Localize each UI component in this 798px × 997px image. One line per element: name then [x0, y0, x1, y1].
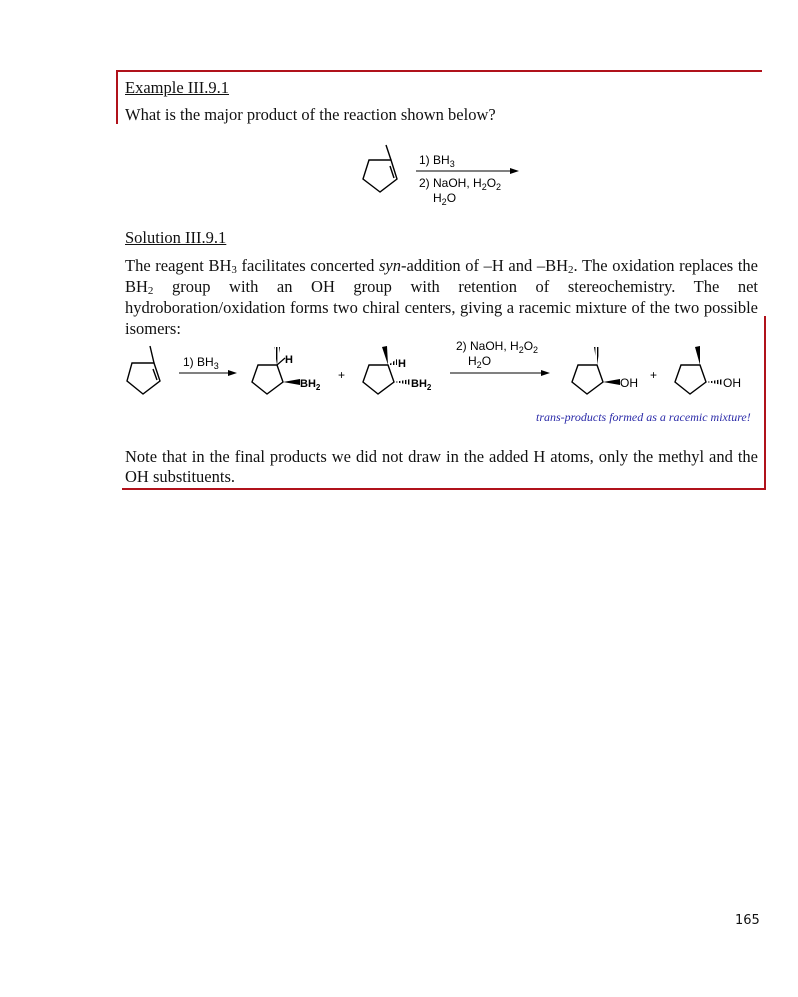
scheme2-methylcyclopentene — [127, 346, 160, 394]
product-2-structure — [675, 346, 723, 394]
product-1-oh: OH — [620, 376, 638, 390]
organoborane-2-structure — [363, 346, 411, 394]
product-1-structure — [572, 347, 620, 394]
product-2-oh: OH — [723, 376, 741, 390]
reaction-scheme-2 — [120, 335, 760, 405]
organoborane-1-bh2: $BH_2$ — [300, 378, 321, 392]
page-number: 165 — [735, 913, 760, 928]
reaction-arrow-1 — [416, 168, 519, 174]
scheme2-step-2: 2) NaOH, $H_2O_2$ — [456, 339, 539, 355]
solution-paragraph: The reagent $BH_3$ facilitates concerted syn-addition of –H and $-BH_2$. The oxidation replaces the $BH_2$ group with an OH group with retention of stereochemistry. The net hydroboration/oxidation forms two chiral centers, giving a racemic mixture of the two possible isomers: — [125, 256, 759, 338]
scheme2-step-1: 1) $BH_3$ — [183, 355, 219, 371]
note-paragraph: Note that in the final products we did not draw in the added H atoms, only the methyl and the OH substituents. — [125, 447, 758, 486]
scheme1-reagent-3: $H_2O$ — [433, 191, 457, 207]
solution-box-right-border — [764, 316, 766, 490]
example-question: What is the major product of the reaction shown below? — [125, 105, 496, 124]
organoborane-2-bh2: $BH_2$ — [411, 378, 432, 392]
reaction-arrow-3 — [450, 370, 550, 376]
plus-sign-1: + — [338, 368, 346, 382]
organoborane-1-h: H — [285, 354, 293, 366]
methylcyclopentene-structure — [363, 145, 397, 192]
scheme1-reagent-1: 1) $BH_3$ — [419, 153, 455, 169]
solution-title: Solution III.9.1 — [125, 228, 227, 247]
racemic-caption: trans-products formed as a racemic mixture! — [536, 410, 751, 424]
example-title: Example III.9.1 — [125, 78, 230, 97]
scheme2-step-2-water: $H_2O$ — [468, 354, 492, 370]
organoborane-2-h: H — [398, 358, 406, 370]
scheme1-reagent-2: 2) NaOH, $H_2O_2$ — [419, 176, 502, 192]
reaction-arrow-2 — [179, 370, 237, 376]
solution-box-bottom-border — [122, 488, 766, 490]
plus-sign-2: + — [650, 368, 658, 382]
reaction-scheme-1 — [355, 140, 535, 210]
